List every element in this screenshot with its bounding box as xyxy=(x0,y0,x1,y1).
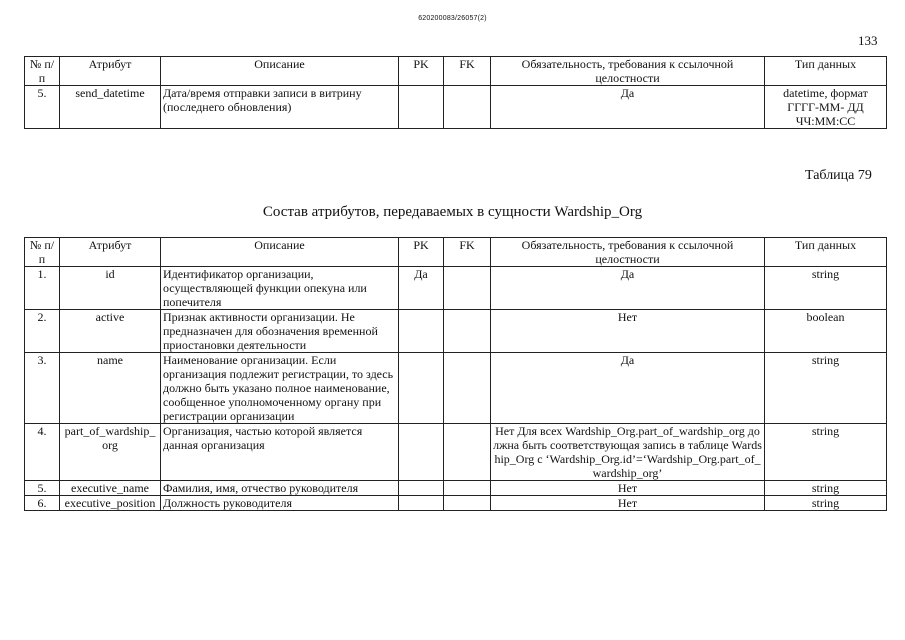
cell-description: Фамилия, имя, отчество руководителя xyxy=(161,481,399,496)
cell-fk xyxy=(444,481,491,496)
cell-description: Признак активности организации. Не предназначен для обозначения временной приостановки деятельности xyxy=(161,310,399,353)
cell-num: 5. xyxy=(25,481,60,496)
cell-requirements: Нет xyxy=(491,310,765,353)
table-row xyxy=(25,481,887,496)
header-description: Описание xyxy=(161,57,399,86)
header-fk: FK xyxy=(444,57,491,86)
header-attribute: Атрибут xyxy=(60,238,161,267)
header-pk: PK xyxy=(399,57,444,86)
cell-pk xyxy=(399,496,444,511)
header-description: Описание xyxy=(161,238,399,267)
cell-pk xyxy=(399,481,444,496)
header-data-type: Тип данных xyxy=(765,57,887,86)
table-row xyxy=(25,267,887,310)
cell-num: 2. xyxy=(25,310,60,353)
cell-pk xyxy=(399,310,444,353)
cell-num: 6. xyxy=(25,496,60,511)
cell-attribute: active xyxy=(60,310,161,353)
wardship-org-attributes-table xyxy=(24,237,887,511)
table-header-row xyxy=(25,238,887,267)
cell-num: 1. xyxy=(25,267,60,310)
header-requirements: Обязательность, требования к ссылочной целостности xyxy=(491,238,765,267)
cell-data-type: string xyxy=(765,496,887,511)
cell-data-type: string xyxy=(765,267,887,310)
table-row xyxy=(25,353,887,424)
cell-data-type: string xyxy=(765,424,887,481)
table-number: Таблица 79 xyxy=(805,168,872,183)
cell-description: Должность руководителя xyxy=(161,496,399,511)
cell-attribute: id xyxy=(60,267,161,310)
header-fk: FK xyxy=(444,238,491,267)
attributes-table-continued xyxy=(24,56,887,129)
cell-fk xyxy=(444,353,491,424)
cell-description: Идентификатор организации, осуществляющей функции опекуна или попечителя xyxy=(161,267,399,310)
cell-requirements: Нет xyxy=(491,496,765,511)
cell-attribute: executive_name xyxy=(60,481,161,496)
table-row xyxy=(25,310,887,353)
header-attribute: Атрибут xyxy=(60,57,161,86)
table-row xyxy=(25,496,887,511)
cell-attribute: name xyxy=(60,353,161,424)
cell-pk xyxy=(399,86,444,129)
cell-requirements: Нет Для всех Wardship_Org.part_of_wardship_org должна быть соответствующая запись в таблице Wardship_Org с ‘Wardship_Org.id’=‘Wardship_Org.part_of_wardship_org’ xyxy=(491,424,765,481)
cell-data-type: datetime, формат ГГГГ-ММ- ДД ЧЧ:ММ:СС xyxy=(765,86,887,129)
cell-data-type: string xyxy=(765,481,887,496)
header-pk: PK xyxy=(399,238,444,267)
cell-fk xyxy=(444,310,491,353)
cell-attribute: part_of_wardship_org xyxy=(60,424,161,481)
header-num: № п/п xyxy=(25,238,60,267)
cell-num: 3. xyxy=(25,353,60,424)
cell-data-type: boolean xyxy=(765,310,887,353)
table-header-row xyxy=(25,57,887,86)
cell-requirements: Да xyxy=(491,267,765,310)
cell-num: 5. xyxy=(25,86,60,129)
table-row xyxy=(25,424,887,481)
cell-fk xyxy=(444,86,491,129)
cell-description: Организация, частью которой является данная организация xyxy=(161,424,399,481)
cell-num: 4. xyxy=(25,424,60,481)
header-data-type: Тип данных xyxy=(765,238,887,267)
table-row xyxy=(25,86,887,129)
cell-requirements: Нет xyxy=(491,481,765,496)
cell-fk xyxy=(444,267,491,310)
cell-description: Дата/время отправки записи в витрину (последнего обновления) xyxy=(161,86,399,129)
header-requirements: Обязательность, требования к ссылочной целостности xyxy=(491,57,765,86)
cell-pk: Да xyxy=(399,267,444,310)
cell-attribute: executive_position xyxy=(60,496,161,511)
cell-fk xyxy=(444,496,491,511)
table-caption: Состав атрибутов, передаваемых в сущности Wardship_Org xyxy=(262,204,643,220)
cell-pk xyxy=(399,353,444,424)
cell-description: Наименование организации. Если организация подлежит регистрации, то здесь должно быть указано полное наименование, сообщенное уполномоченному органу при регистрации организации xyxy=(161,353,399,424)
document-id: 620200083/26057(2) xyxy=(418,15,487,22)
cell-attribute: send_datetime xyxy=(60,86,161,129)
page-number: 133 xyxy=(858,33,878,48)
cell-requirements: Да xyxy=(491,86,765,129)
cell-data-type: string xyxy=(765,353,887,424)
header-num: № п/п xyxy=(25,57,60,86)
cell-requirements: Да xyxy=(491,353,765,424)
cell-pk xyxy=(399,424,444,481)
cell-fk xyxy=(444,424,491,481)
